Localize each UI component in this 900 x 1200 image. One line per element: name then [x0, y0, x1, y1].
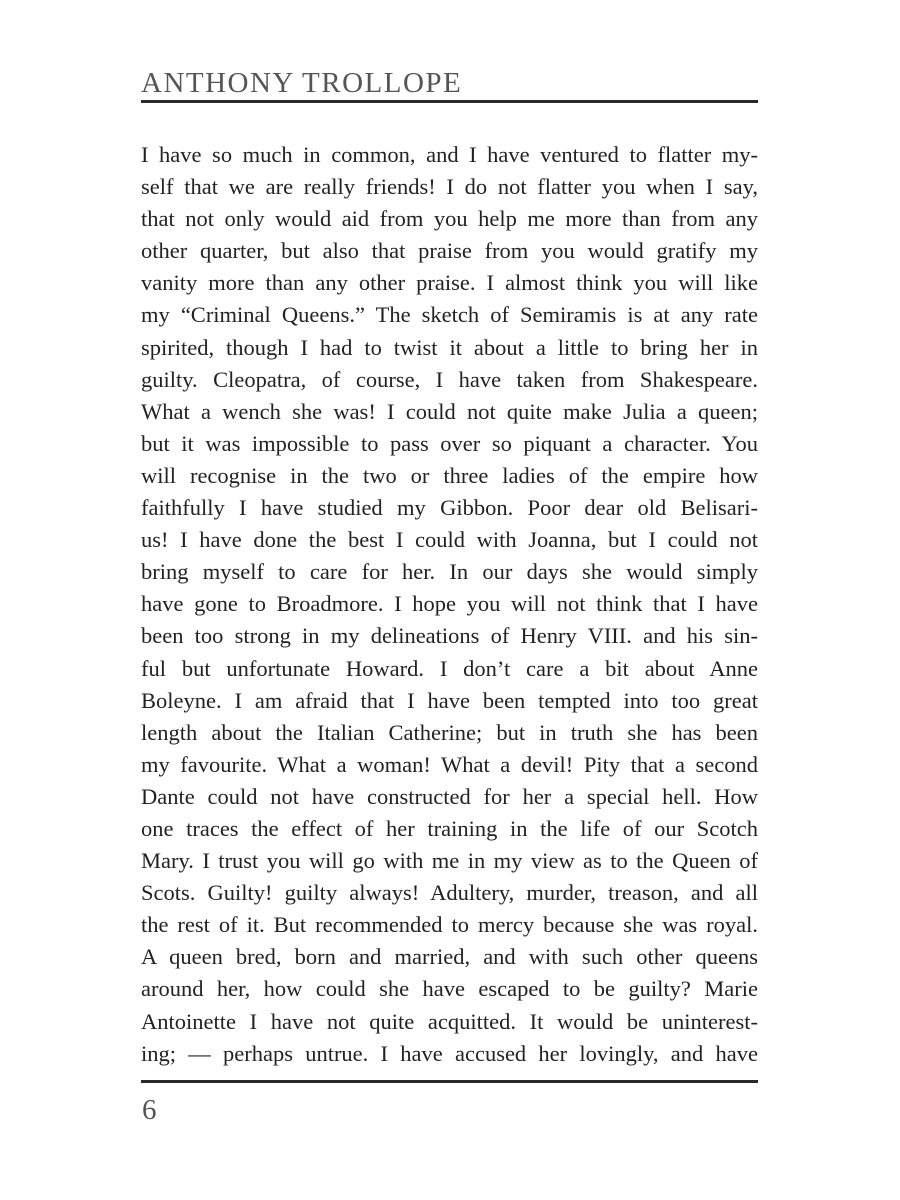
running-head: ANTHONY TROLLOPE — [141, 67, 463, 99]
text-line: other quarter, but also that praise from you would gratify my — [141, 238, 758, 264]
text-line: will recognise in the two or three ladies of the empire how — [141, 462, 758, 488]
text-line: A queen bred, born and married, and with such other queens — [141, 944, 758, 970]
text-line: length about the Italian Catherine; but in truth she has been — [141, 719, 758, 745]
text-line: faithfully I have studied my Gibbon. Poor dear old Belisari- — [141, 495, 758, 521]
text-line: us! I have done the best I could with Joanna, but I could not — [141, 527, 758, 553]
text-line: guilty. Cleopatra, of course, I have taken from Shakespeare. — [141, 366, 758, 392]
text-line: I have so much in common, and I have ventured to flatter my- — [141, 142, 758, 167]
text-line: Dante could not have constructed for her a special hell. How — [141, 783, 758, 809]
header-rule — [141, 100, 758, 103]
text-line: around her, how could she have escaped to be guilty? Marie — [141, 976, 758, 1002]
text-line: Antoinette I have not quite acquitted. It would be uninterest- — [141, 1008, 758, 1034]
text-line: been too strong in my delineations of Henry VIII. and his sin- — [141, 623, 758, 649]
page-number: 6 — [142, 1094, 157, 1126]
body-text — [141, 139, 758, 1070]
text-line: What a wench she was! I could not quite make Julia a queen; — [141, 398, 758, 424]
text-line: ing; — perhaps untrue. I have accused her lovingly, and have — [141, 1040, 758, 1066]
text-line: self that we are really friends! I do not flatter you when I say, — [141, 174, 758, 200]
text-line: that not only would aid from you help me more than from any — [141, 206, 758, 232]
text-line: Scots. Guilty! guilty always! Adultery, murder, treason, and all — [141, 880, 758, 906]
text-line: vanity more than any other praise. I almost think you will like — [141, 270, 758, 296]
text-line: spirited, though I had to twist it about a little to bring her in — [141, 334, 758, 360]
text-line: but it was impossible to pass over so piquant a character. You — [141, 430, 758, 456]
footer-rule — [141, 1080, 758, 1083]
text-line: Mary. I trust you will go with me in my view as to the Queen of — [141, 848, 758, 874]
text-line: ful but unfortunate Howard. I don’t care a bit about Anne — [141, 655, 758, 681]
text-line: the rest of it. But recommended to mercy because she was royal. — [141, 912, 758, 938]
text-line: my “Criminal Queens.” The sketch of Semiramis is at any rate — [141, 302, 758, 328]
text-line: one traces the effect of her training in the life of our Scotch — [141, 815, 758, 841]
text-line: my favourite. What a woman! What a devil! Pity that a second — [141, 751, 758, 777]
text-line: have gone to Broadmore. I hope you will not think that I have — [141, 591, 758, 617]
text-line: Boleyne. I am afraid that I have been tempted into too great — [141, 687, 758, 713]
text-line: bring myself to care for her. In our days she would simply — [141, 559, 758, 585]
